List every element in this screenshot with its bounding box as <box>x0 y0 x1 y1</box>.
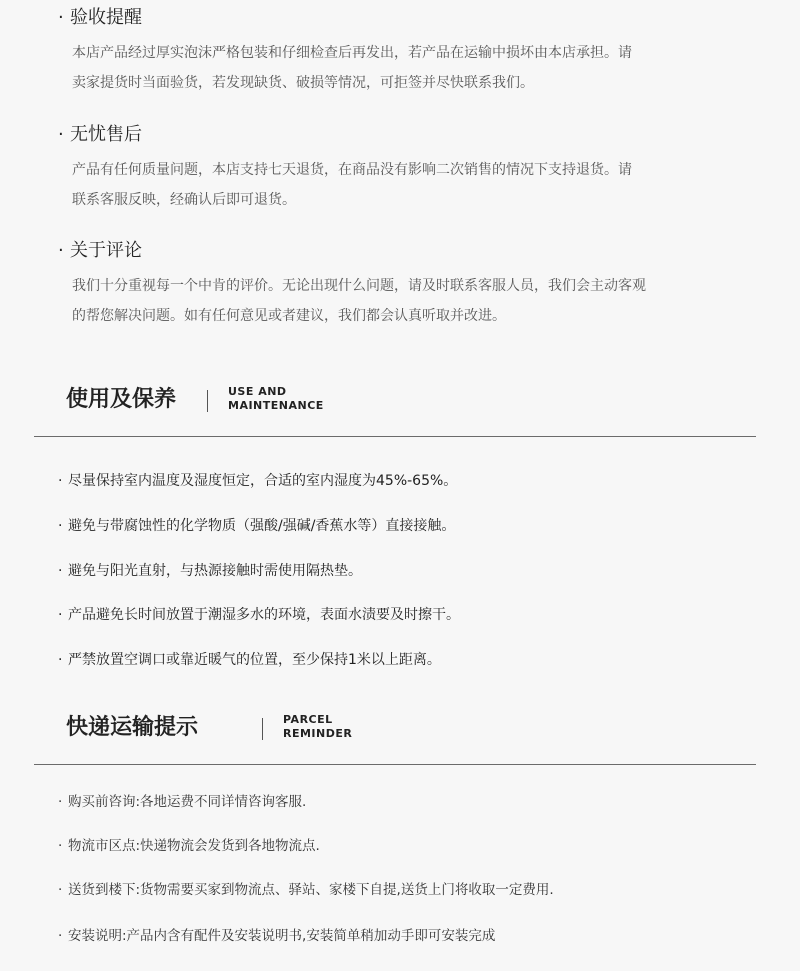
notice-title-text: 验收提醒 <box>70 7 142 28</box>
list-item-text: 物流市区点:快递物流会发货到各地物流点. <box>68 838 320 854</box>
list-item-text: 尽量保持室内温度及湿度恒定，合适的室内湿度为45%-65%。 <box>68 473 458 489</box>
notice-body <box>72 271 748 331</box>
section-english-label <box>283 713 352 741</box>
section-english-label <box>228 385 324 413</box>
section-header-parcel <box>66 708 466 748</box>
notice-title-text: 无忧售后 <box>70 124 142 145</box>
list-item-text: 严禁放置空调口或靠近暖气的位置，至少保持1米以上距离。 <box>68 652 441 668</box>
bullet: · <box>58 838 63 854</box>
list-item <box>58 561 362 581</box>
section-english-line: USE AND <box>228 385 287 398</box>
section-title: 快递运输提示 <box>66 715 199 740</box>
bullet: · <box>58 563 63 579</box>
list-item <box>58 792 306 812</box>
notice-body <box>72 155 748 215</box>
notice-line: 联系客服反映，经确认后即可退货。 <box>72 192 296 208</box>
list-item <box>58 471 457 491</box>
bullet: · <box>58 607 63 623</box>
section-rule <box>34 436 756 437</box>
bullet: · <box>58 652 63 668</box>
section-english-line: MAINTENANCE <box>228 399 324 412</box>
list-item-text: 产品避免长时间放置于潮湿多水的环境，表面水渍要及时擦干。 <box>68 607 460 623</box>
notice-body <box>72 38 748 98</box>
notice-reviews <box>58 239 748 331</box>
list-item <box>58 516 455 536</box>
section-rule <box>34 764 756 765</box>
section-header-use <box>66 380 466 420</box>
notice-title <box>58 6 748 30</box>
bullet: · <box>58 7 64 28</box>
notice-title-text: 关于评论 <box>70 240 142 261</box>
list-item <box>58 836 320 856</box>
list-item <box>58 605 460 625</box>
list-item <box>58 926 495 946</box>
section-english-line: PARCEL <box>283 713 333 726</box>
section-divider <box>262 718 263 740</box>
notice-line: 我们十分重视每一个中肯的评价。无论出现什么问题，请及时联系客服人员，我们会主动客观 <box>72 278 646 294</box>
bullet: · <box>58 240 64 261</box>
notice-line: 本店产品经过厚实泡沫严格包装和仔细检查后再发出，若产品在运输中损坏由本店承担。请 <box>72 45 632 61</box>
bullet: · <box>58 928 63 944</box>
list-item <box>58 650 441 670</box>
list-item-text: 避免与阳光直射，与热源接触时需使用隔热垫。 <box>68 563 362 579</box>
bullet: · <box>58 473 63 489</box>
notice-line: 卖家提货时当面验货，若发现缺货、破损等情况，可拒签并尽快联系我们。 <box>72 75 534 91</box>
notice-line: 产品有任何质量问题，本店支持七天退货，在商品没有影响二次销售的情况下支持退货。请 <box>72 162 632 178</box>
bullet: · <box>58 794 63 810</box>
notice-aftersales <box>58 123 748 215</box>
list-item-text: 送货到楼下:货物需要买家到物流点、驿站、家楼下自提,送货上门将收取一定费用. <box>68 882 554 898</box>
bullet: · <box>58 124 64 145</box>
list-item-text: 购买前咨询:各地运费不同详情咨询客服. <box>68 794 307 810</box>
bullet: · <box>58 518 63 534</box>
notice-title <box>58 123 748 147</box>
bullet: · <box>58 882 63 898</box>
section-title: 使用及保养 <box>66 387 177 412</box>
notice-title <box>58 239 748 263</box>
notice-line: 的帮您解决问题。如有任何意见或者建议，我们都会认真听取并改进。 <box>72 308 506 324</box>
list-item-text: 避免与带腐蚀性的化学物质（强酸/强碱/香蕉水等）直接接触。 <box>68 518 456 534</box>
section-english-line: REMINDER <box>283 727 353 740</box>
list-item <box>58 880 554 900</box>
notice-inspection <box>58 6 748 98</box>
list-item-text: 安装说明:产品内含有配件及安装说明书,安装简单稍加动手即可安装完成 <box>68 928 496 944</box>
section-divider <box>207 390 208 412</box>
